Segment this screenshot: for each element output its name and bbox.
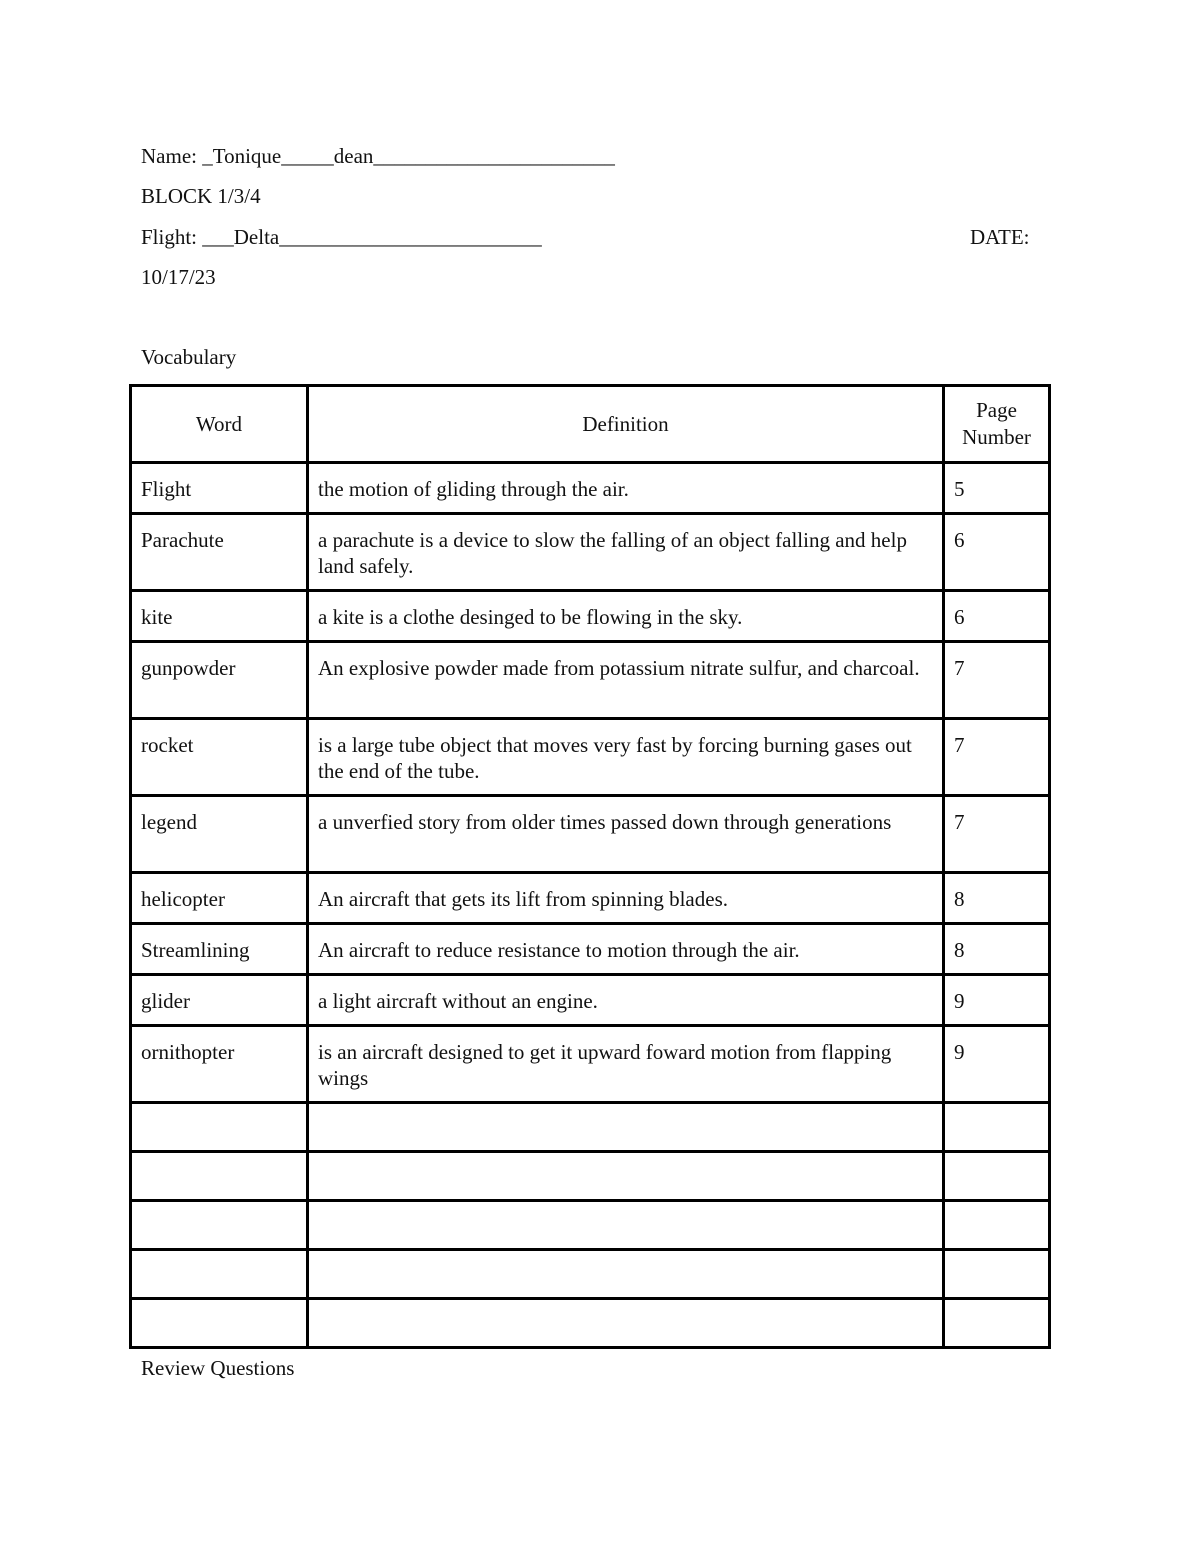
date-value: 10/17/23 <box>141 265 216 289</box>
page-cell: 8 <box>944 873 1050 924</box>
word-cell: rocket <box>131 719 308 796</box>
table-row <box>131 796 1050 873</box>
definition-cell: is an aircraft designed to get it upward foward motion from flapping wings <box>308 1026 944 1103</box>
word-cell <box>131 1103 308 1152</box>
word-cell: Flight <box>131 463 308 514</box>
table-row <box>131 463 1050 514</box>
table-row <box>131 642 1050 719</box>
vocabulary-heading: Vocabulary <box>141 345 237 369</box>
table-row <box>131 1103 1050 1152</box>
page-cell: 6 <box>944 591 1050 642</box>
column-header-word: Word <box>131 386 308 463</box>
column-header-definition: Definition <box>308 386 944 463</box>
word-cell: gunpowder <box>131 642 308 719</box>
word-cell: ornithopter <box>131 1026 308 1103</box>
table-row <box>131 975 1050 1026</box>
definition-cell <box>308 1250 944 1299</box>
page-header-line-2: Number <box>962 425 1031 449</box>
page-cell <box>944 1201 1050 1250</box>
vocabulary-table <box>129 384 1051 1349</box>
definition-cell <box>308 1103 944 1152</box>
block-line: BLOCK 1/3/4 <box>141 184 261 208</box>
table-header-row <box>131 386 1050 463</box>
table-row <box>131 1026 1050 1103</box>
page-cell: 9 <box>944 975 1050 1026</box>
column-header-page-number <box>944 386 1050 463</box>
table-row <box>131 1299 1050 1348</box>
definition-cell: a light aircraft without an engine. <box>308 975 944 1026</box>
definition-cell: An explosive powder made from potassium nitrate sulfur, and charcoal. <box>308 642 944 719</box>
word-cell <box>131 1250 308 1299</box>
table-row <box>131 1201 1050 1250</box>
definition-cell: a parachute is a device to slow the falling of an object falling and help land safely. <box>308 514 944 591</box>
word-cell: legend <box>131 796 308 873</box>
definition-cell <box>308 1299 944 1348</box>
page-header-line-1: Page <box>976 398 1017 422</box>
word-cell: kite <box>131 591 308 642</box>
definition-cell: the motion of gliding through the air. <box>308 463 944 514</box>
word-cell <box>131 1152 308 1201</box>
word-cell: glider <box>131 975 308 1026</box>
page-cell <box>944 1103 1050 1152</box>
date-label: DATE: <box>970 225 1030 249</box>
table-row <box>131 591 1050 642</box>
page-cell: 7 <box>944 796 1050 873</box>
definition-cell: An aircraft that gets its lift from spinning blades. <box>308 873 944 924</box>
page-cell <box>944 1152 1050 1201</box>
flight-line: Flight: ___Delta_________________________ <box>141 225 542 249</box>
word-cell: helicopter <box>131 873 308 924</box>
page-cell: 7 <box>944 719 1050 796</box>
word-cell <box>131 1299 308 1348</box>
word-cell <box>131 1201 308 1250</box>
page-cell <box>944 1299 1050 1348</box>
table-row <box>131 514 1050 591</box>
page-cell: 7 <box>944 642 1050 719</box>
definition-cell <box>308 1152 944 1201</box>
word-cell: Streamlining <box>131 924 308 975</box>
page-cell: 6 <box>944 514 1050 591</box>
table-row <box>131 719 1050 796</box>
review-questions-heading: Review Questions <box>141 1356 295 1380</box>
definition-cell: is a large tube object that moves very fast by forcing burning gases out the end of the tube. <box>308 719 944 796</box>
page-cell: 9 <box>944 1026 1050 1103</box>
page-cell: 5 <box>944 463 1050 514</box>
table-row <box>131 873 1050 924</box>
table-row <box>131 924 1050 975</box>
name-line: Name: _Tonique_____dean_______________________ <box>141 144 615 168</box>
page-cell: 8 <box>944 924 1050 975</box>
word-cell: Parachute <box>131 514 308 591</box>
definition-cell: a kite is a clothe desinged to be flowing in the sky. <box>308 591 944 642</box>
table-row <box>131 1152 1050 1201</box>
definition-cell: An aircraft to reduce resistance to motion through the air. <box>308 924 944 975</box>
page-cell <box>944 1250 1050 1299</box>
definition-cell: a unverfied story from older times passed down through generations <box>308 796 944 873</box>
table-row <box>131 1250 1050 1299</box>
definition-cell <box>308 1201 944 1250</box>
